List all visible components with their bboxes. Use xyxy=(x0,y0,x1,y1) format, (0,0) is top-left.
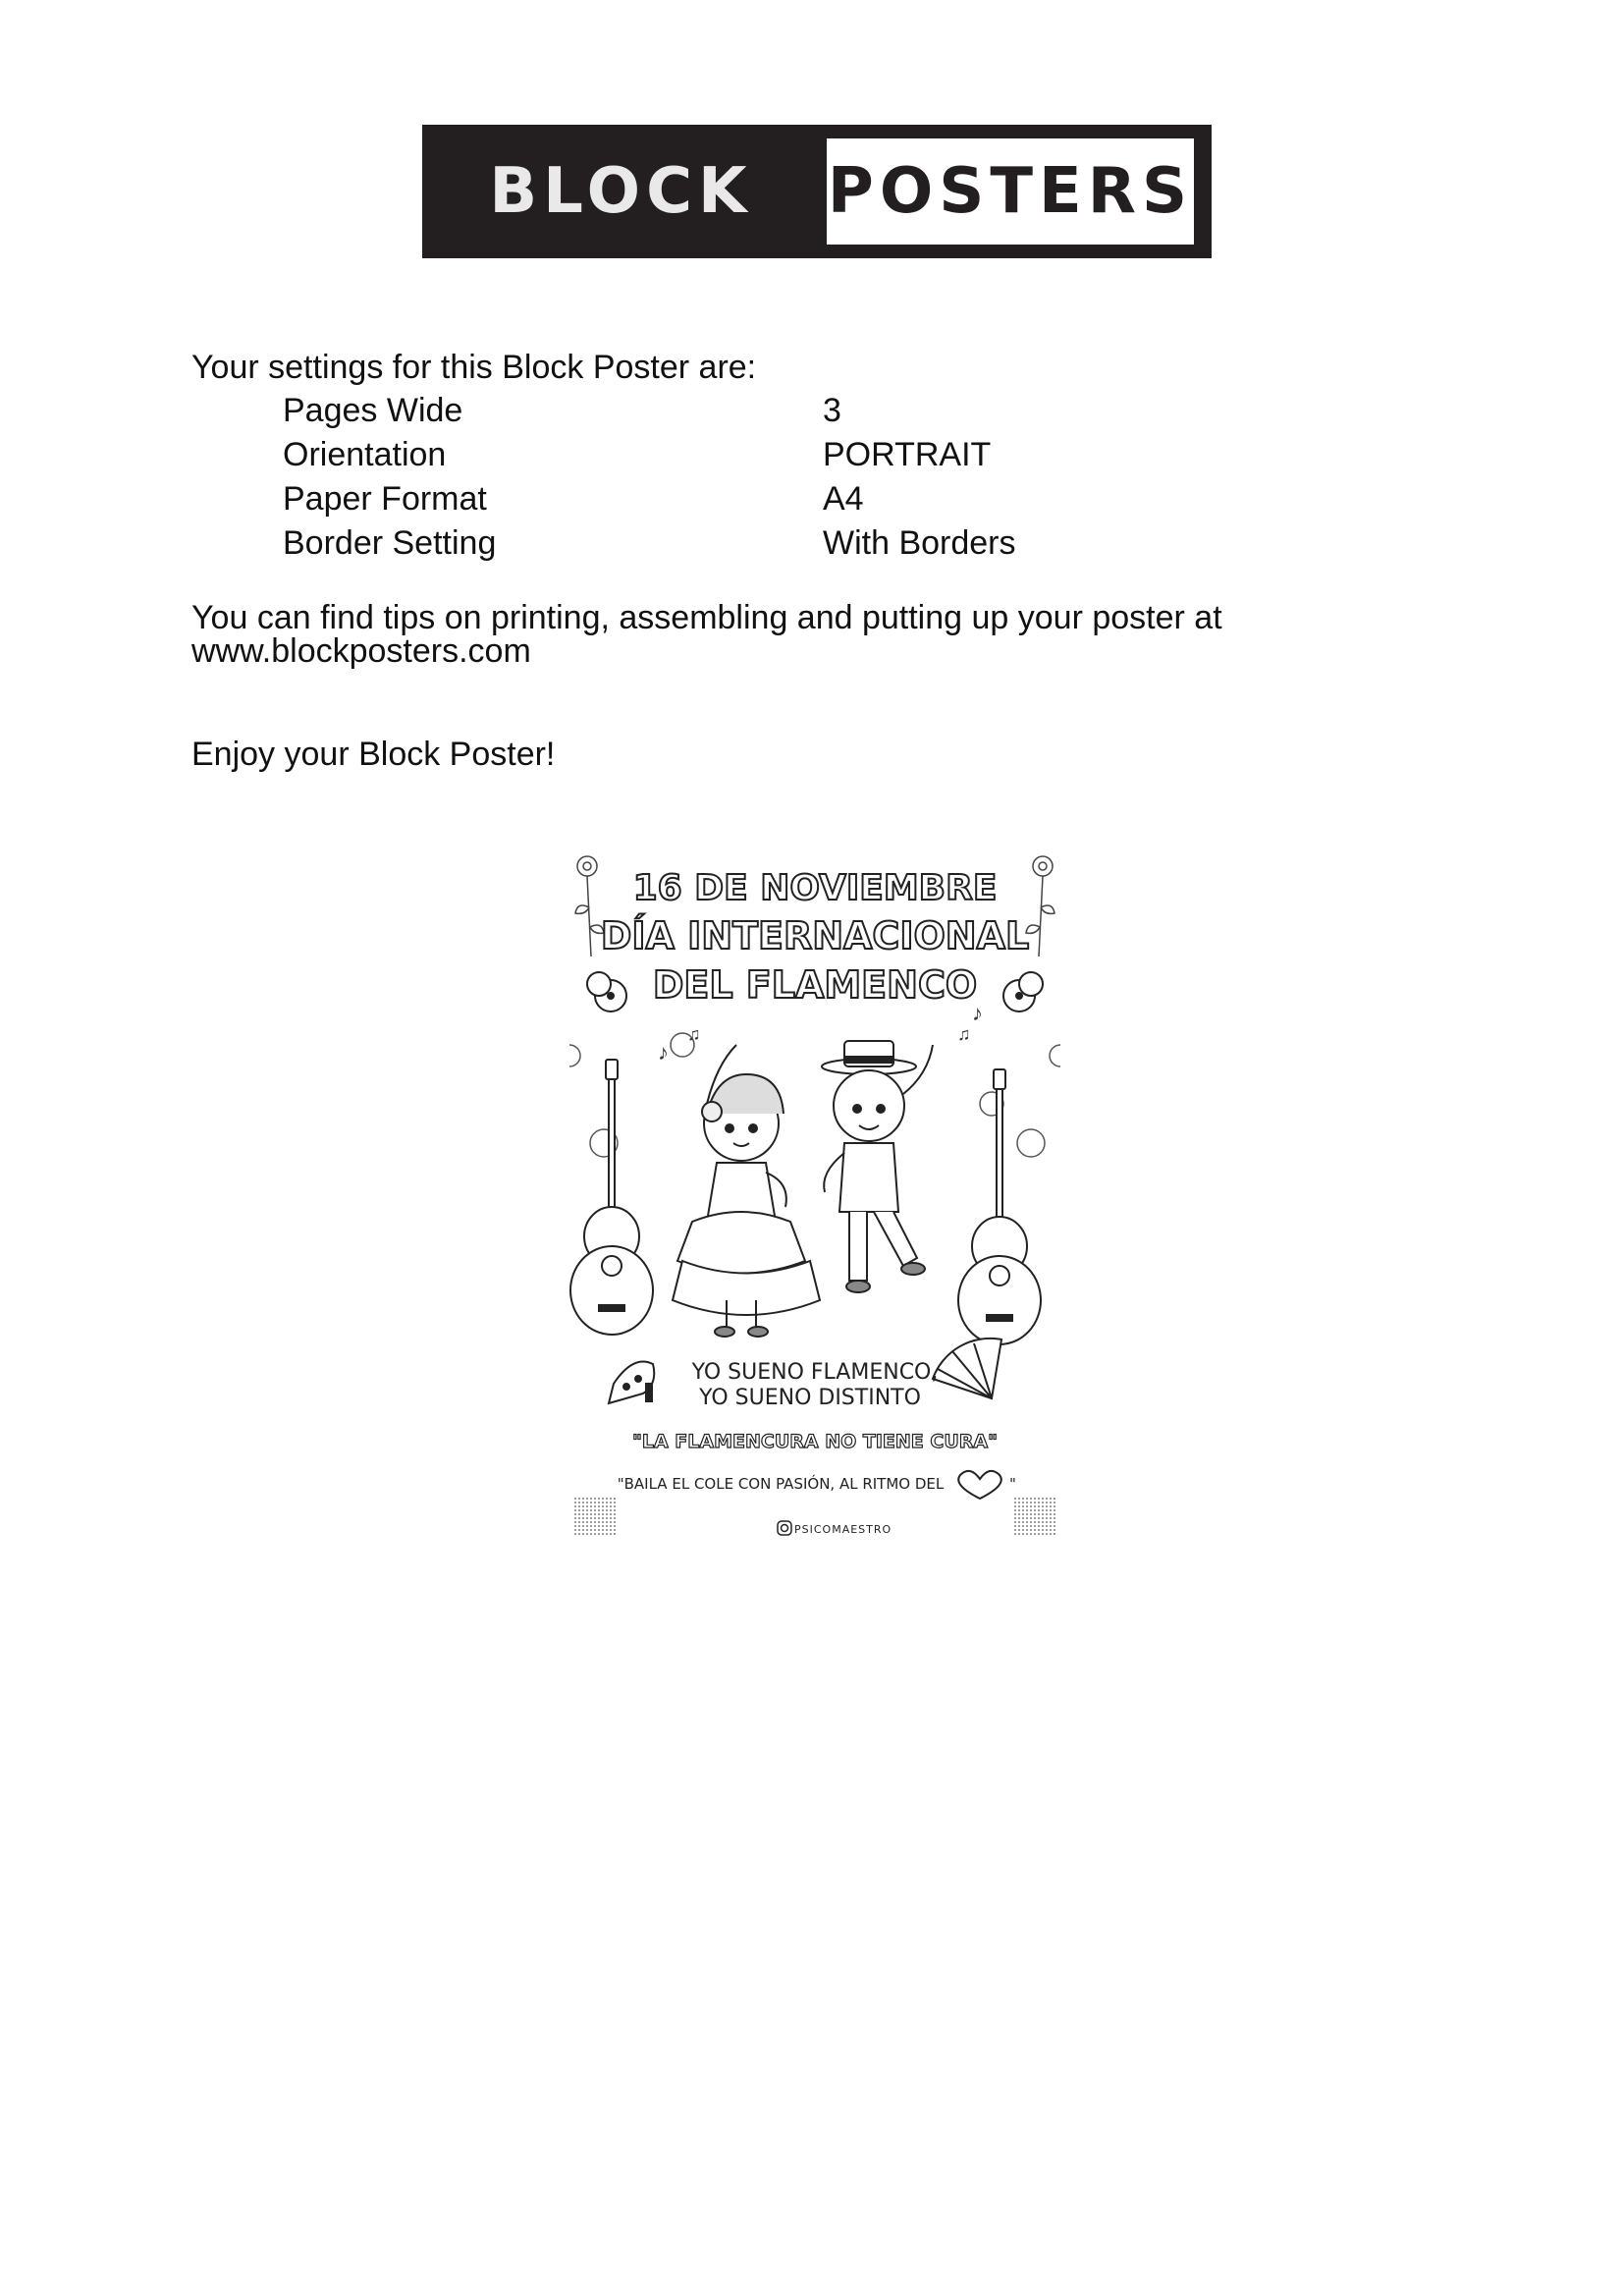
flamenco-fan-icon xyxy=(933,1339,1001,1398)
setting-label-border-setting: Border Setting xyxy=(283,524,497,562)
block-posters-logo xyxy=(422,125,1212,258)
poster-slogan-line2: YO SUENO DISTINTO xyxy=(699,1386,921,1410)
halftone-corner-left xyxy=(574,1497,618,1536)
setting-label-pages-wide: Pages Wide xyxy=(283,392,463,429)
poster-date: 16 DE NOVIEMBRE xyxy=(632,868,998,908)
logo-right-panel xyxy=(827,138,1194,245)
setting-value-paper-format: A4 xyxy=(823,480,864,518)
setting-value-border-setting: With Borders xyxy=(823,524,1016,562)
setting-value-orientation: PORTRAIT xyxy=(823,436,992,473)
poster-slogan-line1: YO SUENO FLAMENCO, xyxy=(691,1360,939,1385)
flamenco-girl-illustration xyxy=(673,1045,820,1337)
heart-icon xyxy=(958,1471,1001,1499)
svg-text:♫: ♫ xyxy=(957,1024,971,1044)
svg-text:♪: ♪ xyxy=(972,1001,983,1025)
printing-tips xyxy=(191,601,1271,668)
flamenco-boy-illustration xyxy=(822,1041,933,1292)
guitar-left-icon xyxy=(570,1060,653,1335)
castanets-left-icon xyxy=(587,972,626,1011)
flower-decoration-left-icon xyxy=(575,856,604,957)
instagram-icon xyxy=(778,1521,791,1535)
poster-preview xyxy=(569,848,1060,1542)
music-notes-icon xyxy=(658,1001,983,1065)
poster-motto-end: " xyxy=(1009,1475,1016,1493)
logo-left-panel xyxy=(422,125,820,258)
guitar-right-icon xyxy=(958,1069,1041,1344)
poster-quote: "LA FLAMENCURA NO TIENE CURA" xyxy=(631,1431,999,1452)
svg-text:♪: ♪ xyxy=(658,1040,669,1065)
halftone-corner-right xyxy=(1013,1497,1056,1536)
flower-decoration-right-icon xyxy=(1026,856,1054,957)
poster-instagram-handle: PSICOMAESTRO xyxy=(794,1523,892,1536)
poster-title-line2: DEL FLAMENCO xyxy=(652,963,978,1007)
flamenco-shoe-icon xyxy=(609,1362,654,1404)
poster-motto: "BAILA EL COLE CON PASIÓN, AL RITMO DEL xyxy=(617,1475,945,1493)
setting-value-pages-wide: 3 xyxy=(823,392,841,429)
website-link[interactable]: www.blockposters.com xyxy=(191,632,531,670)
setting-label-orientation: Orientation xyxy=(283,436,447,473)
logo-word-posters: POSTERS xyxy=(827,155,1194,228)
svg-text:♫: ♫ xyxy=(687,1024,701,1044)
closing-message: Enjoy your Block Poster! xyxy=(191,736,556,773)
tips-text: You can find tips on printing, assembling and putting up your poster at xyxy=(191,599,1222,636)
settings-intro: Your settings for this Block Poster are: xyxy=(191,349,757,386)
logo-word-block: BLOCK xyxy=(489,155,753,228)
poster-title-line1: DÍA INTERNACIONAL xyxy=(600,914,1030,957)
decorative-circles xyxy=(569,1033,1060,1157)
setting-label-paper-format: Paper Format xyxy=(283,480,487,518)
castanets-right-icon xyxy=(1003,972,1043,1011)
